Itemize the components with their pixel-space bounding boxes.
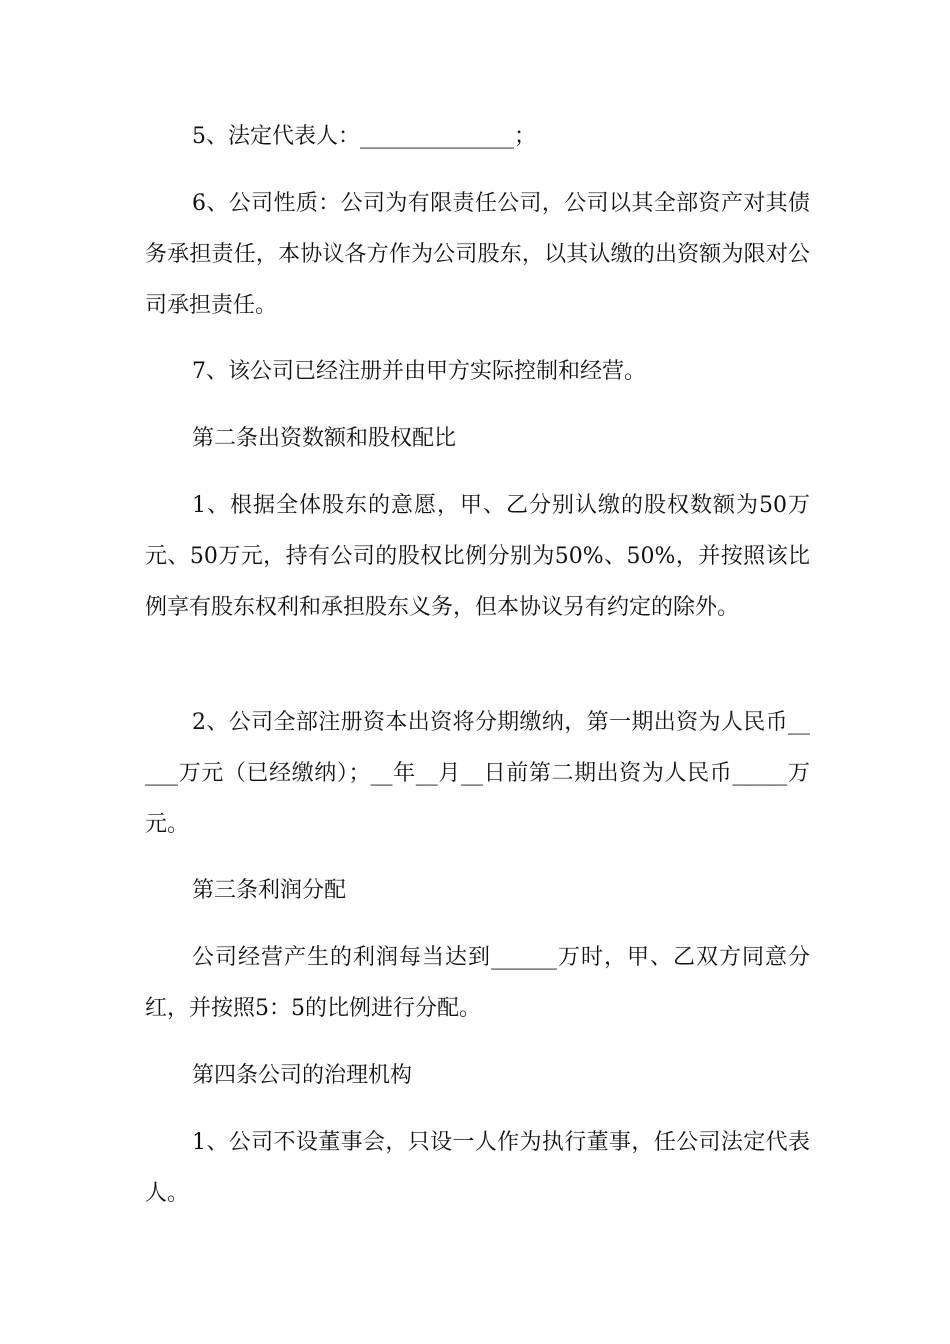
paragraph-text: 7、该公司已经注册并由甲方实际控制和经营。 bbox=[192, 359, 646, 384]
section-heading-governance bbox=[145, 1050, 810, 1101]
section-heading-profit bbox=[145, 865, 810, 916]
section-heading-capital bbox=[145, 413, 810, 464]
paragraph-company-nature bbox=[145, 178, 810, 331]
paragraph-text: 6、公司性质：公司为有限责任公司，公司以其全部资产对其债务承担责任，本协议各方作为公司股东，以其认缴的出资额为限对公司承担责任。 bbox=[145, 191, 810, 318]
section-heading-text: 第二条出资数额和股权配比 bbox=[192, 426, 457, 451]
paragraph-profit-distribution bbox=[145, 932, 810, 1034]
paragraph-registration bbox=[145, 346, 810, 397]
paragraph-executive-director bbox=[145, 1117, 810, 1219]
paragraph-legal-representative bbox=[145, 111, 810, 162]
paragraph-text: 1、根据全体股东的意愿，甲、乙分别认缴的股权数额为50万元、50万元，持有公司的股权比例分别为50%、50%，并按照该比例享有股东权利和承担股东义务，但本协议另有约定的除外。 bbox=[145, 493, 810, 620]
paragraph-text: 5、法定代表人：______________； bbox=[192, 124, 536, 149]
paragraph-text: 公司经营产生的利润每当达到______万时，甲、乙双方同意分红，并按照5：5的比例进行分配。 bbox=[145, 945, 810, 1021]
paragraph-text: 2、公司全部注册资本出资将分期缴纳，第一期出资为人民币_____万元（已经缴纳）；__年__月__日前第二期出资为人民币_____万元。 bbox=[145, 710, 810, 837]
paragraph-installments bbox=[145, 697, 810, 850]
paragraph-text: 1、公司不设董事会，只设一人作为执行董事，任公司法定代表人。 bbox=[145, 1130, 810, 1206]
paragraph-equity-ratio bbox=[145, 480, 810, 633]
section-heading-text: 第四条公司的治理机构 bbox=[192, 1063, 413, 1088]
section-heading-text: 第三条利润分配 bbox=[192, 878, 347, 903]
